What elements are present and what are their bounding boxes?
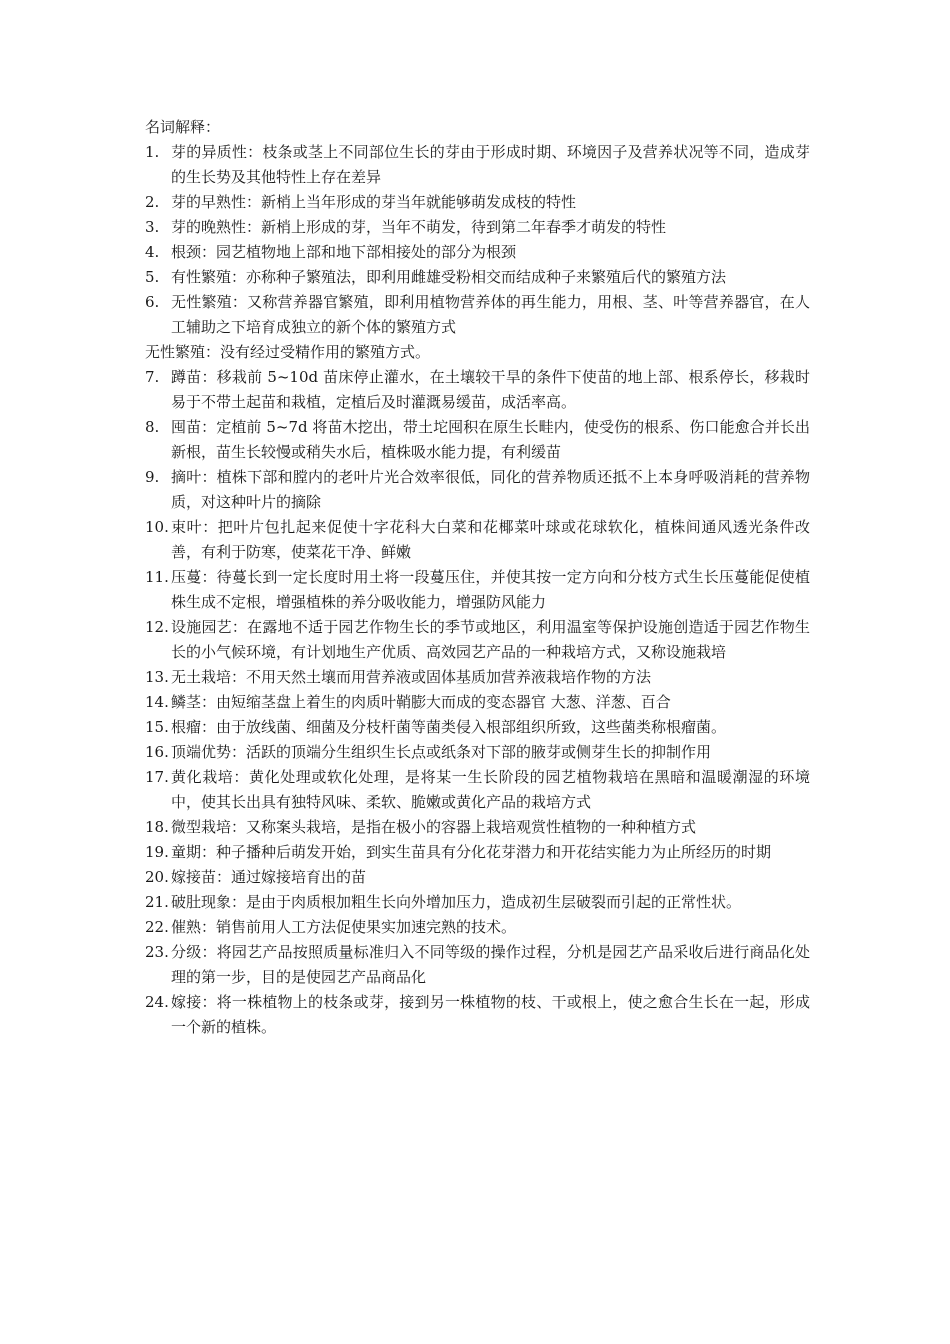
item-text: 芽的晚熟性：新梢上形成的芽，当年不萌发，待到第二年春季才萌发的特性 — [171, 218, 667, 236]
term-item — [145, 940, 810, 990]
term-item — [145, 740, 810, 765]
inline-note: 无性繁殖：没有经过受精作用的繁殖方式。 — [145, 343, 431, 361]
term-item — [145, 465, 810, 515]
term-item — [145, 240, 810, 265]
item-text: 囤苗：定植前 5~7d 将苗木挖出，带土坨囤积在原生长畦内，使受伤的根系、伤口能愈合并长出新根，苗生长较慢或稍失水后，植株吸水能力提，有利缓苗 — [171, 418, 810, 461]
term-item — [145, 815, 810, 840]
item-text: 根颈：园艺植物地上部和地下部相接处的部分为根颈 — [171, 243, 517, 261]
term-item — [145, 665, 810, 690]
item-text: 蹲苗：移栽前 5~10d 苗床停止灌水，在土壤较干旱的条件下使苗的地上部、根系停长，移栽时易于不带土起苗和栽植，定植后及时灌溉易缓苗，成活率高。 — [171, 368, 810, 411]
item-text: 童期：种子播种后萌发开始，到实生苗具有分化花芽潜力和开花结实能力为止所经历的时期 — [171, 843, 772, 861]
item-text: 破肚现象：是由于肉质根加粗生长向外增加压力，造成初生层破裂而引起的正常性状。 — [171, 893, 742, 911]
item-text: 芽的早熟性：新梢上当年形成的芽当年就能够萌发成枝的特性 — [171, 193, 577, 211]
item-number: 17. — [145, 768, 169, 786]
term-item — [145, 190, 810, 215]
item-number: 21. — [145, 893, 169, 911]
item-number: 13. — [145, 668, 169, 686]
item-number: 23. — [145, 943, 169, 961]
item-text: 压蔓：待蔓长到一定长度时用土将一段蔓压住，并使其按一定方向和分枝方式生长压蔓能促使植株生成不定根，增强植株的养分吸收能力，增强防风能力 — [171, 568, 810, 611]
item-text: 嫁接苗：通过嫁接培育出的苗 — [171, 868, 367, 886]
item-text: 微型栽培：又称案头栽培，是指在极小的容器上栽培观赏性植物的一种种植方式 — [171, 818, 697, 836]
item-text: 束叶：把叶片包扎起来促使十字花科大白菜和花椰菜叶球或花球软化，植株间通风透光条件改善，有利于防寒，使菜花干净、鲜嫩 — [171, 518, 810, 561]
term-item — [145, 890, 810, 915]
term-list-part-2 — [145, 365, 810, 1040]
item-text: 催熟：销售前用人工方法促使果实加速完熟的技术。 — [171, 918, 517, 936]
item-text: 嫁接：将一株植物上的枝条或芽，接到另一株植物的枝、干或根上，使之愈合生长在一起，形成一个新的植株。 — [171, 993, 810, 1036]
item-number: 1. — [145, 143, 160, 161]
item-number: 16. — [145, 743, 169, 761]
item-number: 24. — [145, 993, 169, 1011]
section-heading: 名词解释： — [145, 118, 221, 136]
item-text: 根瘤：由于放线菌、细菌及分枝杆菌等菌类侵入根部组织所致，这些菌类称根瘤菌。 — [171, 718, 727, 736]
item-text: 无土栽培：不用天然土壤而用营养液或固体基质加营养液栽培作物的方法 — [171, 668, 652, 686]
term-item — [145, 915, 810, 940]
item-number: 22. — [145, 918, 169, 936]
term-item — [145, 615, 810, 665]
term-item — [145, 840, 810, 865]
item-text: 分级：将园艺产品按照质量标准归入不同等级的操作过程，分机是园艺产品采收后进行商品化处理的第一步，目的是使园艺产品商品化 — [171, 943, 810, 986]
item-number: 20. — [145, 868, 169, 886]
term-item — [145, 715, 810, 740]
term-item — [145, 415, 810, 465]
term-item — [145, 515, 810, 565]
term-item — [145, 215, 810, 240]
item-number: 7. — [145, 368, 160, 386]
item-number: 15. — [145, 718, 169, 736]
item-text: 设施园艺：在露地不适于园艺作物生长的季节或地区，利用温室等保护设施创造适于园艺作物生长的小气候环境，有计划地生产优质、高效园艺产品的一种栽培方式，又称设施栽培 — [171, 618, 810, 661]
item-number: 6. — [145, 293, 160, 311]
item-number: 11. — [145, 568, 169, 586]
item-text: 鳞茎：由短缩茎盘上着生的肉质叶鞘膨大而成的变态器官 大葱、洋葱、百合 — [171, 693, 671, 711]
item-text: 无性繁殖：又称营养器官繁殖，即利用植物营养体的再生能力，用根、茎、叶等营养器官，在人工辅助之下培育成独立的新个体的繁殖方式 — [171, 293, 810, 336]
term-item — [145, 690, 810, 715]
item-number: 14. — [145, 693, 169, 711]
item-number: 10. — [145, 518, 169, 536]
item-number: 9. — [145, 468, 160, 486]
document-content — [145, 115, 810, 1040]
item-number: 3. — [145, 218, 160, 236]
term-item — [145, 865, 810, 890]
item-number: 8. — [145, 418, 160, 436]
term-item — [145, 140, 810, 190]
term-item — [145, 765, 810, 815]
item-text: 有性繁殖：亦称种子繁殖法，即利用雌雄受粉相交而结成种子来繁殖后代的繁殖方法 — [171, 268, 727, 286]
term-item — [145, 990, 810, 1040]
item-number: 19. — [145, 843, 169, 861]
item-text: 黄化栽培：黄化处理或软化处理，是将某一生长阶段的园艺植物栽培在黑暗和温暖潮湿的环境中，使其长出具有独特风味、柔软、脆嫩或黄化产品的栽培方式 — [171, 768, 810, 811]
item-number: 5. — [145, 268, 160, 286]
item-text: 摘叶：植株下部和膛内的老叶片光合效率很低，同化的营养物质还抵不上本身呼吸消耗的营养物质，对这种叶片的摘除 — [171, 468, 810, 511]
term-list-part-1 — [145, 140, 810, 340]
term-item — [145, 565, 810, 615]
item-text: 顶端优势：活跃的顶端分生组织生长点或纸条对下部的腋芽或侧芽生长的抑制作用 — [171, 743, 712, 761]
item-number: 12. — [145, 618, 169, 636]
item-number: 4. — [145, 243, 160, 261]
item-number: 2. — [145, 193, 160, 211]
term-item — [145, 265, 810, 290]
item-text: 芽的异质性：枝条或茎上不同部位生长的芽由于形成时期、环境因子及营养状况等不同，造成芽的生长势及其他特性上存在差异 — [171, 143, 810, 186]
term-item — [145, 290, 810, 340]
item-number: 18. — [145, 818, 169, 836]
term-item — [145, 365, 810, 415]
